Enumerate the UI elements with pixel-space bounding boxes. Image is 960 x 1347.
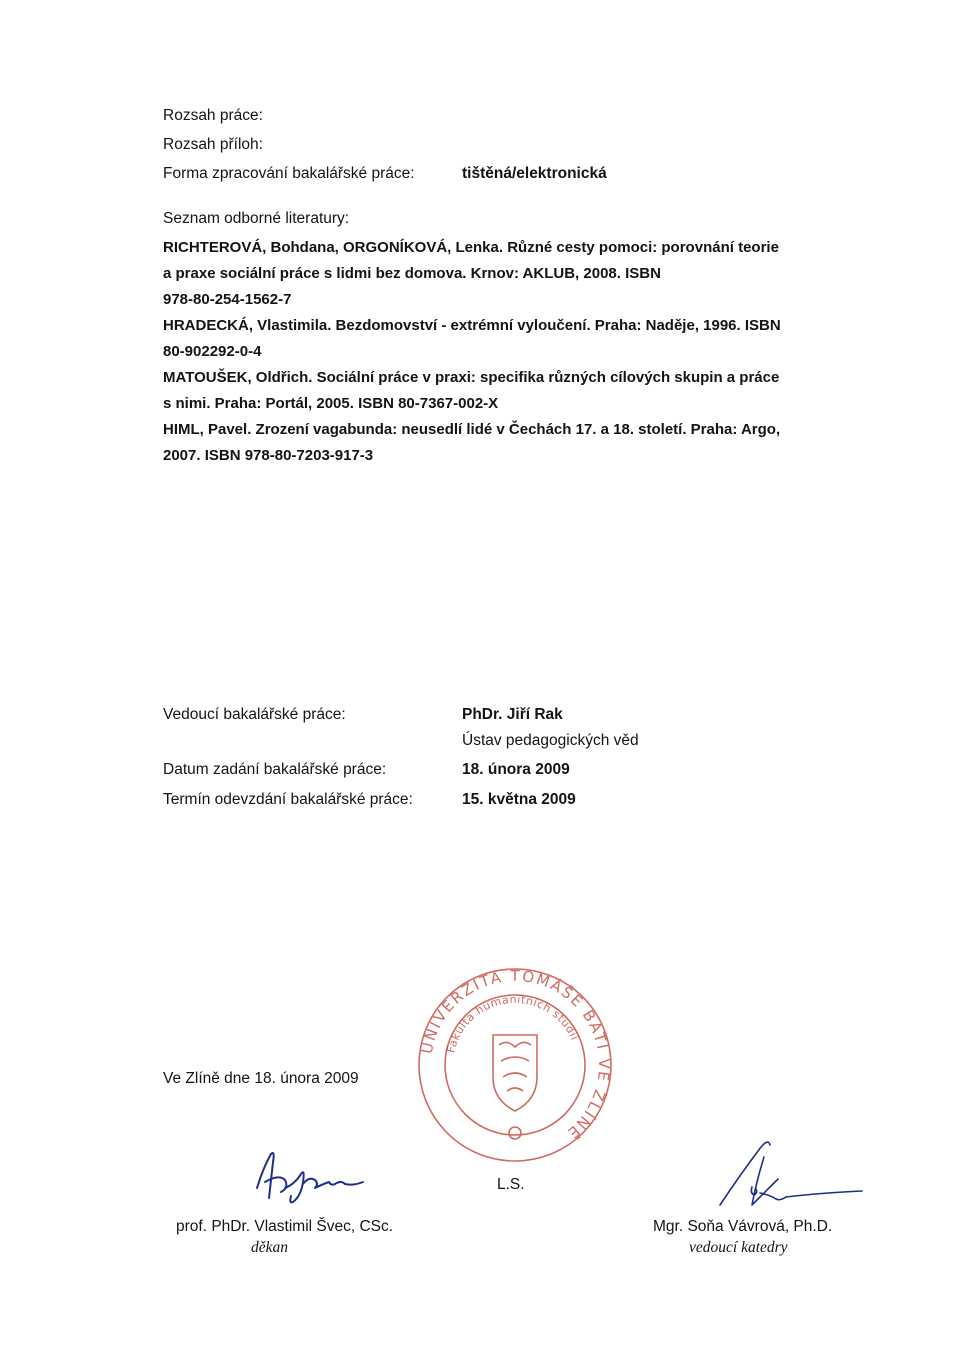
university-stamp	[415, 965, 615, 1165]
dean-role: děkan	[251, 1239, 289, 1256]
ref-2-line-2: 80-902292-0-4	[163, 343, 262, 360]
due-date-value: 15. května 2009	[462, 791, 576, 808]
attachments-label: Rozsah příloh:	[163, 136, 263, 153]
ref-4-line-2: 2007. ISBN 978-80-7203-917-3	[163, 447, 374, 464]
dean-signature	[235, 1140, 370, 1210]
assigned-date-value: 18. února 2009	[462, 761, 570, 778]
head-signature	[690, 1135, 865, 1215]
ref-3-line-2: s nimi. Praha: Portál, 2005. ISBN 80-7367-002-X	[163, 395, 499, 412]
form-value: tištěná/elektronická	[462, 165, 607, 182]
stamp-inner-text: Fakulta humanitních studií	[444, 992, 582, 1055]
ls-mark: L.S.	[497, 1176, 525, 1193]
due-date-label: Termín odevzdání bakalářské práce:	[163, 791, 413, 808]
dean-name: prof. PhDr. Vlastimil Švec, CSc.	[176, 1218, 394, 1235]
head-name: Mgr. Soňa Vávrová, Ph.D.	[653, 1218, 833, 1235]
form-label: Forma zpracování bakalářské práce:	[163, 165, 415, 182]
supervisor-name: PhDr. Jiří Rak	[462, 706, 563, 723]
assigned-date-label: Datum zadání bakalářské práce:	[163, 761, 387, 778]
stamp-outer-text: UNIVERZITA TOMÁŠE BATI VE ZLÍNĚ	[417, 966, 614, 1143]
ref-2-line-1: HRADECKÁ, Vlastimila. Bezdomovství - extrémní vyloučení. Praha: Naděje, 1996. ISBN	[163, 317, 781, 334]
ref-4-line-1: HIML, Pavel. Zrození vagabunda: neusedlí lidé v Čechách 17. a 18. století. Praha: Argo,	[163, 421, 781, 438]
reference-list	[163, 235, 863, 469]
ref-3-line-1: MATOUŠEK, Oldřich. Sociální práce v praxi: specifika různých cílových skupin a práce	[163, 369, 780, 386]
scope-label: Rozsah práce:	[163, 107, 263, 124]
place-date: Ve Zlíně dne 18. února 2009	[163, 1070, 359, 1087]
literature-heading: Seznam odborné literatury:	[163, 210, 350, 227]
supervisor-label: Vedoucí bakalářské práce:	[163, 706, 346, 723]
ref-1-line-2: a praxe sociální práce s lidmi bez domova. Krnov: AKLUB, 2008. ISBN	[163, 265, 661, 282]
ref-1-line-1: RICHTEROVÁ, Bohdana, ORGONÍKOVÁ, Lenka. Různé cesty pomoci: porovnání teorie	[163, 239, 779, 256]
ref-1-line-3: 978-80-254-1562-7	[163, 291, 292, 308]
head-role: vedoucí katedry	[689, 1239, 788, 1256]
supervisor-institute: Ústav pedagogických věd	[462, 732, 639, 749]
